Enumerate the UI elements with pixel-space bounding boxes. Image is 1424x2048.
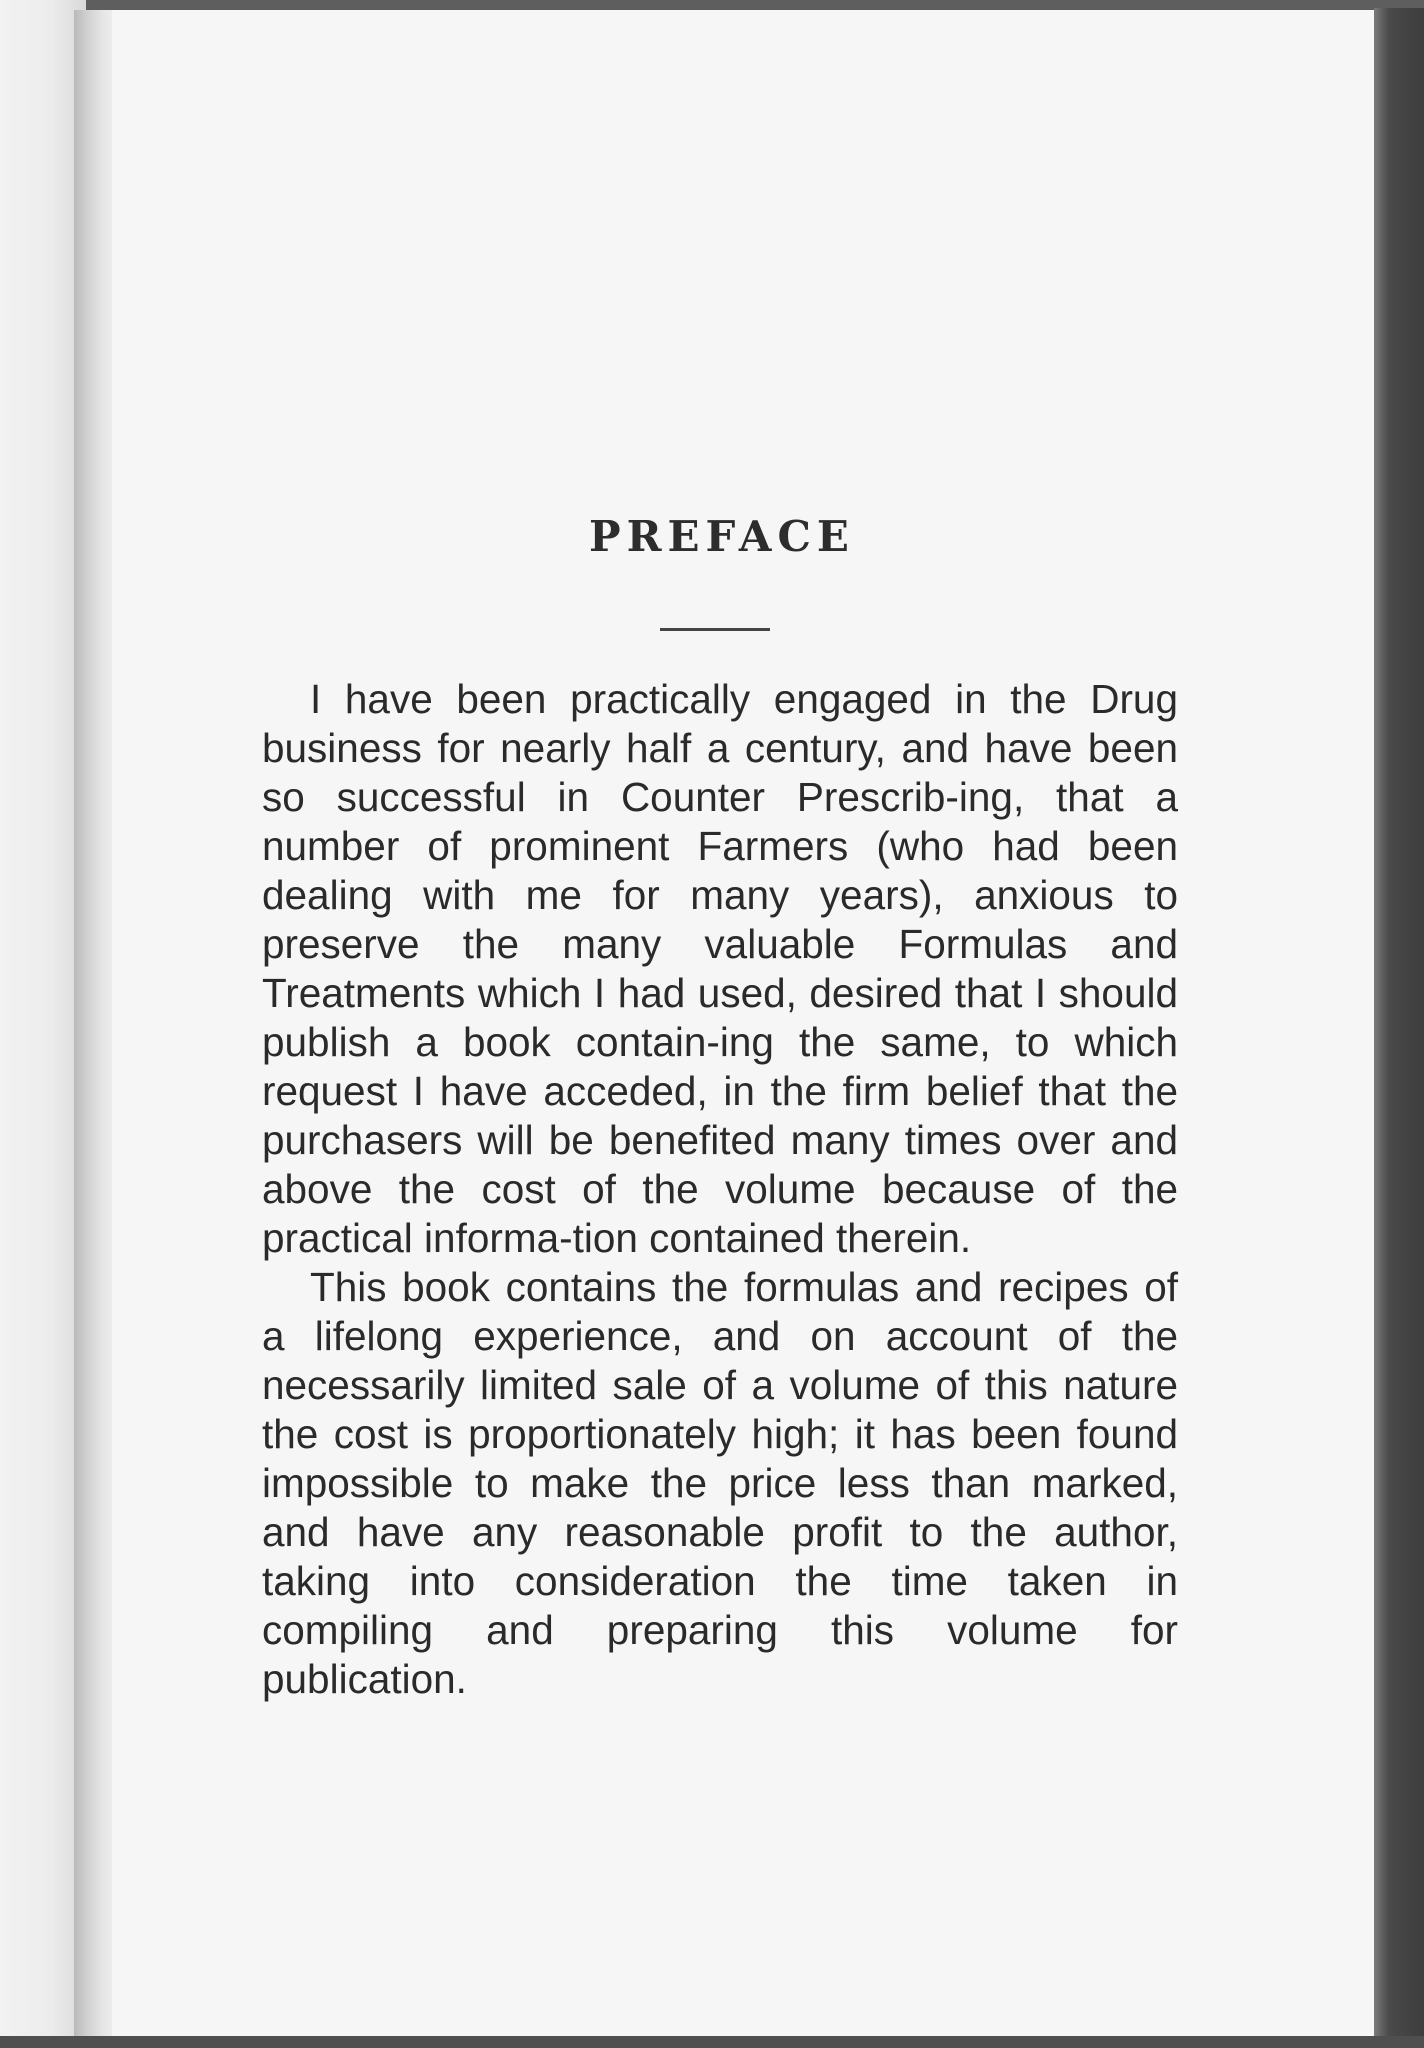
page-edge-right (1374, 8, 1424, 2048)
paragraph-1: I have been practically engaged in the Drug business for nearly half a century, and have been so successful in Counter Prescrib-ing, that a number of prominent Farmers (who had been dealing with me for many years), anxious to preserve the many valuable Formulas and Treatments which I had used, desired that I should publish a book contain-ing the same, to which request I have acceded, in the firm belief that the purchasers will be benefited many times over and above the cost of the volume because of the practical informa-tion contained therein. (262, 676, 1178, 1261)
page-title: PREFACE (589, 512, 855, 561)
preface-body (262, 675, 1178, 1704)
paragraph-2: This book contains the formulas and recipes of a lifelong experience, and on account of the necessarily limited sale of a volume of this nature the cost is proportionately high; it has been found impossible to make the price less than marked, and have any reasonable profit to the author, taking into consideration the time taken in compiling and preparing this volume for publication. (262, 1264, 1178, 1702)
title-rule (660, 628, 770, 631)
book-gutter (74, 10, 116, 2040)
page-edge-bottom (0, 2036, 1424, 2048)
